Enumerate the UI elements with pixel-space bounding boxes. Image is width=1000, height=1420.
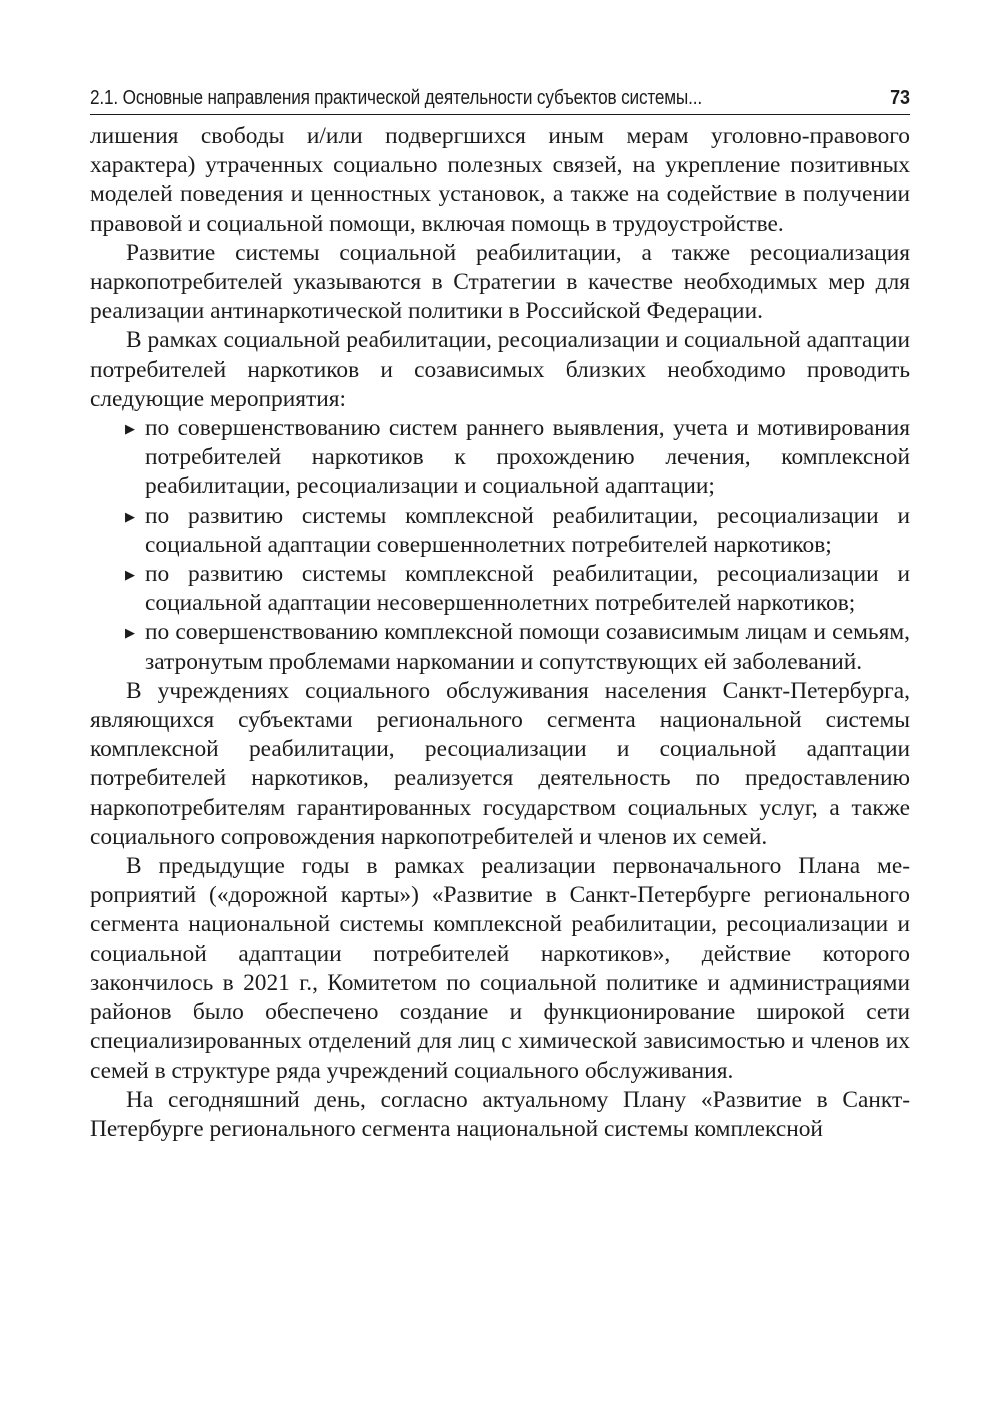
list-item-text: по совершенствованию комплексной помощи созависимым лицам и семьям, затронутым проблемами наркомании и сопутствующих ей заболеваний.: [145, 619, 910, 675]
page-number: 73: [890, 87, 910, 109]
body-text: [90, 122, 910, 1144]
paragraph: На сегодняшний день, согласно актуальному Плану «Развитие в Санкт-Петербурге регионального сегмента национальной системы комплексной: [90, 1086, 910, 1142]
list-item: [125, 502, 910, 560]
triangle-right-icon: ▶: [125, 567, 135, 583]
list-item: [125, 560, 910, 618]
triangle-right-icon: ▶: [125, 508, 135, 524]
bullet-list: [90, 414, 910, 677]
list-item: [125, 414, 910, 502]
triangle-right-icon: ▶: [125, 421, 135, 437]
list-item-text: по совершенствованию систем раннего выявления, учета и мотивирования потребителей наркотиков к прохождению лечения, комплексной реабилитации, ресоциализации и социальной адаптации;: [145, 415, 910, 500]
paragraph: В рамках социальной реабилитации, ресоциализации и социальной адаптации потребителей наркотиков и созависимых близких необходимо проводить следующие мероприятия:: [90, 327, 910, 412]
list-item-text: по развитию системы комплексной реабилитации, ресоциализации и социальной адаптации несовершеннолетних потребителей наркотиков;: [145, 561, 910, 617]
running-header-title: 2.1. Основные направления практической деятельности субъектов системы...: [90, 87, 702, 109]
paragraph-continued: лишения свободы и/или подвергшихся иным мерам уголовно-правового характера) утраченных социально полезных связей, на укрепление позитивных моделей поведения и ценностных установок, а также на содействие в получении правовой и социальной помощи, включая помощь в трудоустройстве.: [90, 123, 910, 237]
list-item-text: по развитию системы комплексной реабилитации, ресоциализации и социальной адаптации совершеннолетних потребителей наркотиков;: [145, 502, 910, 558]
running-header: [90, 84, 910, 115]
list-item: [125, 618, 910, 676]
paragraph: В учреждениях социального обслуживания населения Санкт-Петербурга, являющихся субъектами регионального сегмента национальной системы комплексной реабилитации, ресоциализации и социальной адаптации потребителей наркотиков, реализуется деятельность по предоставлению наркопотребителям гарантированных государством социальных услуг, а также социального сопровождения наркопотребителей и членов их семей.: [90, 677, 910, 850]
paragraph: Развитие системы социальной реабилитации, а также ресоциализация наркопотребителей указываются в Стратегии в качестве необходимых мер для реализации антинаркотической политики в Российской Федерации.: [90, 239, 910, 325]
book-page: [90, 84, 910, 1144]
paragraph: В предыдущие годы в рамках реализации первоначального Плана мероприятий («дорожной карты») «Развитие в Санкт-Петербурге регионального сегмента национальной системы комплексной реабилитации, ресоциализации и социальной адаптации потребителей наркотиков», действие которого закончилось в 2021 г., Комитетом по социальной политике и администрациями районов было обеспечено создание и функционирование широкой сети специализированных отделений для лиц с химической зависимостью и членов их семей в структуре ряда учреждений социального обслуживания.: [90, 853, 910, 1084]
triangle-right-icon: ▶: [125, 625, 135, 641]
